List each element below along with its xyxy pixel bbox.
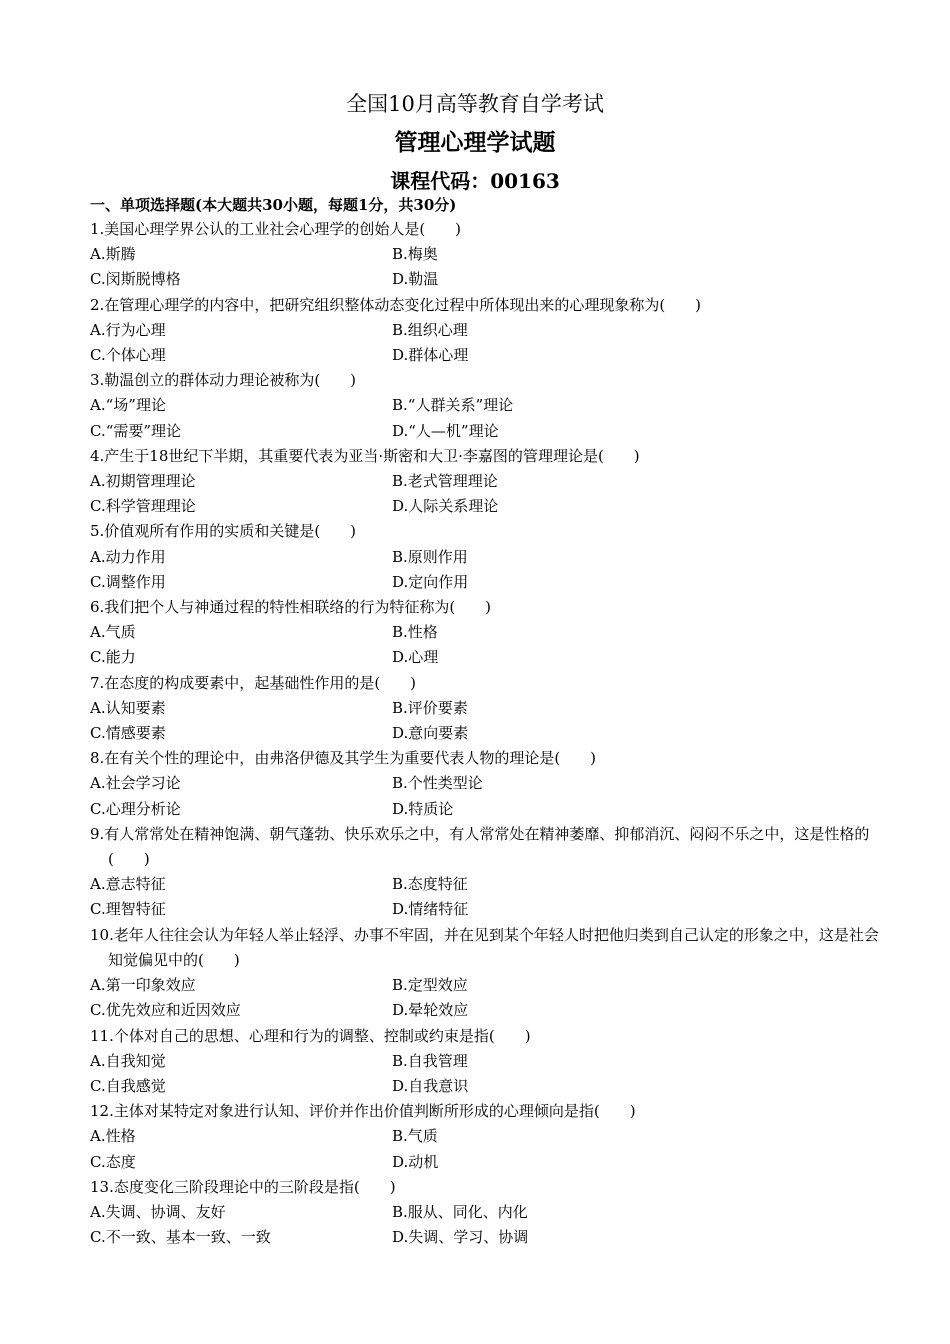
question-stem: 8.在有关个性的理论中，由弗洛伊德及其学生为重要代表人物的理论是( ) bbox=[90, 749, 597, 768]
option-c: C.自我感觉 bbox=[90, 1076, 166, 1095]
option-a: A.初期管理理论 bbox=[90, 472, 196, 491]
option-a: A.气质 bbox=[90, 623, 136, 642]
question-1 bbox=[90, 217, 880, 293]
question-stem: 5.价值观所有作用的实质和关键是( ) bbox=[90, 522, 357, 541]
course-code: 课程代码：00163 bbox=[390, 169, 560, 193]
option-a: A.“场”理论 bbox=[90, 396, 166, 415]
option-c: C.“需要”理论 bbox=[90, 421, 182, 440]
option-c: C.心理分析论 bbox=[90, 799, 181, 818]
option-c: C.科学管理理论 bbox=[90, 497, 196, 516]
option-a: A.动力作用 bbox=[90, 547, 166, 566]
option-d: D.勒温 bbox=[392, 270, 439, 289]
question-stem: 12.主体对某特定对象进行认知、评价并作出价值判断所形成的心理倾向是指( ) bbox=[90, 1102, 636, 1121]
question-stem: 11.个体对自己的思想、心理和行为的调整、控制或约束是指( ) bbox=[90, 1026, 531, 1045]
option-a: A.社会学习论 bbox=[90, 774, 181, 793]
option-b: B.评价要素 bbox=[392, 698, 468, 717]
option-c: C.情感要素 bbox=[90, 724, 166, 743]
option-b: B.定型效应 bbox=[392, 976, 468, 995]
option-a: A.第一印象效应 bbox=[90, 976, 196, 995]
question-stem: 7.在态度的构成要素中，起基础性作用的是( ) bbox=[90, 673, 417, 692]
question-stem: 6.我们把个人与神通过程的特性相联络的行为特征称为( ) bbox=[90, 598, 492, 617]
option-d: D.晕轮效应 bbox=[392, 1001, 469, 1020]
option-a: A.认知要素 bbox=[90, 698, 166, 717]
question-9 bbox=[90, 822, 880, 923]
option-b: B.气质 bbox=[392, 1127, 438, 1146]
option-a: A.性格 bbox=[90, 1127, 136, 1146]
option-b: B.梅奥 bbox=[392, 245, 438, 264]
question-13 bbox=[90, 1175, 880, 1251]
option-a: A.行为心理 bbox=[90, 320, 166, 339]
option-b: B.性格 bbox=[392, 623, 438, 642]
option-c: C.理智特征 bbox=[90, 900, 166, 919]
question-stem: 10.老年人往往会认为年轻人举止轻浮、办事不牢固，并在见到某个年轻人时把他归类到自己认定的形象之中，这是社会知觉偏见中的( ) bbox=[90, 925, 879, 969]
option-b: B.自我管理 bbox=[392, 1051, 468, 1070]
question-11 bbox=[90, 1024, 880, 1100]
question-stem: 2.在管理心理学的内容中，把研究组织整体动态变化过程中所体现出来的心理现象称为( ) bbox=[90, 295, 702, 314]
question-5 bbox=[90, 519, 880, 595]
question-8 bbox=[90, 746, 880, 822]
option-d: D.情绪特征 bbox=[392, 900, 469, 919]
option-b: B.原则作用 bbox=[392, 547, 468, 566]
option-a: A.意志特征 bbox=[90, 875, 166, 894]
option-d: D.心理 bbox=[392, 648, 439, 667]
question-12 bbox=[90, 1099, 880, 1175]
option-d: D.失调、学习、协调 bbox=[392, 1228, 529, 1247]
option-c: C.调整作用 bbox=[90, 572, 166, 591]
option-c: C.闵斯脱博格 bbox=[90, 270, 181, 289]
option-b: B.态度特征 bbox=[392, 875, 468, 894]
option-d: D.动机 bbox=[392, 1152, 439, 1171]
question-7 bbox=[90, 671, 880, 747]
option-a: A.自我知觉 bbox=[90, 1051, 166, 1070]
question-list bbox=[90, 217, 880, 1250]
question-10 bbox=[90, 923, 880, 1024]
exam-title: 全国10月高等教育自学考试 bbox=[346, 92, 604, 116]
option-c: C.能力 bbox=[90, 648, 136, 667]
question-stem: 3.勒温创立的群体动力理论被称为( ) bbox=[90, 371, 357, 390]
subject-title: 管理心理学试题 bbox=[394, 129, 556, 156]
option-d: D.人际关系理论 bbox=[392, 497, 499, 516]
option-b: B.组织心理 bbox=[392, 320, 468, 339]
option-d: D.意向要素 bbox=[392, 724, 469, 743]
section-heading: 一、单项选择题(本大题共30小题，每题1分，共30分) bbox=[90, 196, 457, 214]
option-d: D.特质论 bbox=[392, 799, 454, 818]
option-d: D.“人—机”理论 bbox=[392, 421, 499, 440]
option-d: D.自我意识 bbox=[392, 1076, 469, 1095]
option-d: D.定向作用 bbox=[392, 572, 469, 591]
question-3 bbox=[90, 368, 880, 444]
question-stem: 4.产生于18世纪下半期，其重要代表为亚当·斯密和大卫·李嘉图的管理理论是( ) bbox=[90, 446, 640, 465]
option-d: D.群体心理 bbox=[392, 346, 469, 365]
option-c: C.不一致、基本一致、一致 bbox=[90, 1228, 271, 1247]
question-6 bbox=[90, 595, 880, 671]
option-c: C.个体心理 bbox=[90, 346, 166, 365]
option-b: B.服从、同化、内化 bbox=[392, 1202, 528, 1221]
option-b: B.“人群关系”理论 bbox=[392, 396, 514, 415]
option-b: B.个性类型论 bbox=[392, 774, 483, 793]
question-stem: 1.美国心理学界公认的工业社会心理学的创始人是( ) bbox=[90, 220, 462, 238]
question-2 bbox=[90, 293, 880, 369]
option-a: A.斯腾 bbox=[90, 245, 136, 264]
option-b: B.老式管理理论 bbox=[392, 472, 498, 491]
option-c: C.态度 bbox=[90, 1152, 136, 1171]
question-stem: 9.有人常常处在精神饱满、朝气蓬勃、快乐欢乐之中，有人常常处在精神萎靡、抑郁消沉、闷闷不乐之中，这是性格的( ) bbox=[90, 824, 870, 869]
question-4 bbox=[90, 444, 880, 520]
option-c: C.优先效应和近因效应 bbox=[90, 1001, 241, 1020]
option-a: A.失调、协调、友好 bbox=[90, 1202, 226, 1221]
question-stem: 13.态度变化三阶段理论中的三阶段是指( ) bbox=[90, 1177, 396, 1196]
